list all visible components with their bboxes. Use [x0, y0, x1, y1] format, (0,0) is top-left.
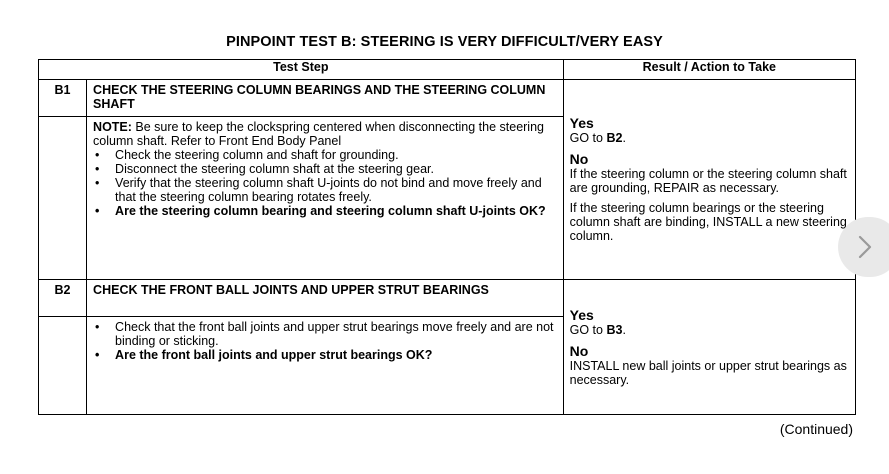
- pinpoint-test-table: [38, 59, 856, 415]
- list-item: • Check the steering column and shaft for grounding.: [93, 148, 557, 162]
- no-action-2: If the steering column bearings or the steering column shaft are binding, INSTALL a new steering column.: [569, 201, 847, 243]
- step-body: [87, 117, 564, 280]
- step-bullets: [93, 148, 557, 218]
- step-b2-heading-row: [39, 280, 856, 317]
- step-id-blank: [39, 117, 87, 280]
- no-action-1: INSTALL new ball joints or upper strut bearings as necessary.: [569, 358, 847, 387]
- list-item: • Check that the front ball joints and upper strut bearings move freely and are not binding or sticking.: [93, 320, 557, 348]
- continued-label: (Continued): [779, 421, 853, 437]
- note-text: Be sure to keep the clockspring centered when disconnecting the steering column shaft. Refer to Front End Body Panel: [93, 120, 544, 148]
- yes-action: GO to B2.: [569, 131, 626, 145]
- step-id: B2: [39, 280, 87, 317]
- no-label: No: [569, 151, 589, 167]
- yes-label: Yes: [569, 115, 594, 131]
- list-item: • Disconnect the steering column shaft at the steering gear.: [93, 162, 557, 176]
- next-page-button[interactable]: [838, 217, 889, 277]
- yes-action-text: GO to: [569, 322, 607, 337]
- step-heading: CHECK THE FRONT BALL JOINTS AND UPPER STRUT BEARINGS: [87, 280, 564, 317]
- yes-target-link[interactable]: B2: [606, 131, 623, 145]
- yes-label: Yes: [569, 306, 594, 323]
- no-label: No: [569, 342, 589, 359]
- note-label: NOTE:: [93, 120, 132, 134]
- table-header-row: [39, 60, 856, 80]
- yes-action: GO to B3.: [569, 322, 626, 337]
- step-note: [93, 120, 557, 148]
- step-bullets: [93, 320, 557, 362]
- step-question: • Are the front ball joints and upper strut bearings OK?: [93, 348, 557, 362]
- step-body: [87, 317, 564, 415]
- step-id: B1: [39, 80, 87, 117]
- test-step-header: Test Step: [39, 60, 564, 80]
- yes-action-text: GO to: [569, 131, 607, 145]
- result-header: Result / Action to Take: [563, 60, 855, 80]
- no-action-1: If the steering column or the steering column shaft are grounding, REPAIR as necessary.: [569, 167, 847, 195]
- list-item: • Verify that the steering column shaft U-joints do not bind and move freely and that the steering column bearing rotates freely.: [93, 176, 557, 204]
- yes-target-link[interactable]: B3: [606, 322, 623, 337]
- step-b2-result: [563, 280, 855, 415]
- step-id-blank: [39, 317, 87, 415]
- page-title: PINPOINT TEST B: STEERING IS VERY DIFFICULT/VERY EASY: [226, 34, 663, 50]
- step-heading: CHECK THE STEERING COLUMN BEARINGS AND THE STEERING COLUMN SHAFT: [87, 80, 564, 117]
- step-b1-result: [563, 80, 855, 280]
- step-question: • Are the steering column bearing and steering column shaft U-joints OK?: [93, 204, 557, 218]
- step-b1-heading-row: [39, 80, 856, 117]
